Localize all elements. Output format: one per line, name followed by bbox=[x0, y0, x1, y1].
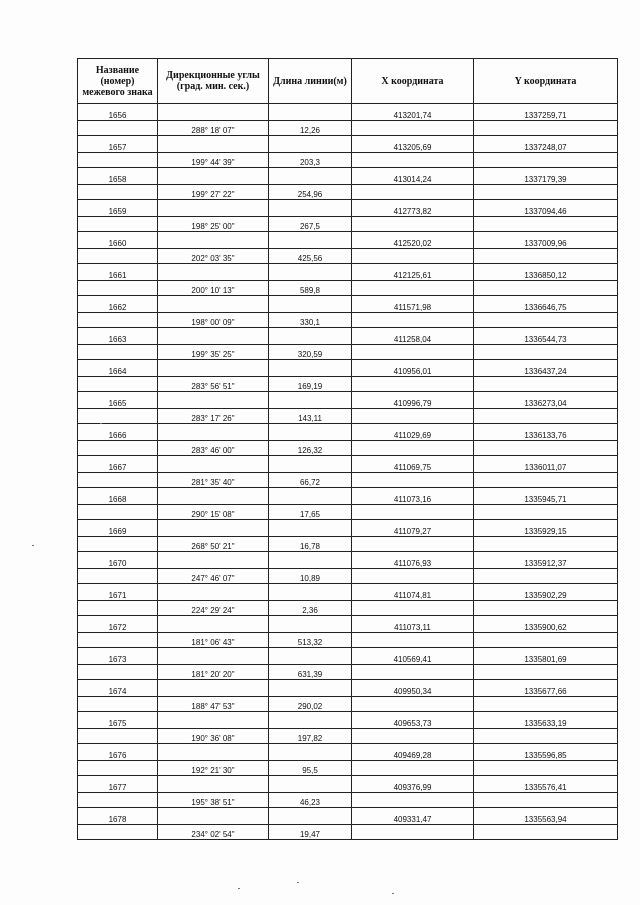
blank-y-cell bbox=[474, 825, 618, 840]
blank-length-cell bbox=[269, 520, 352, 537]
blank-y-cell bbox=[474, 217, 618, 232]
blank-x-cell bbox=[352, 441, 474, 456]
mark-row bbox=[78, 456, 618, 473]
segment-row bbox=[78, 601, 618, 616]
mark-row bbox=[78, 360, 618, 377]
mark-name-cell: 1672 bbox=[78, 616, 158, 633]
blank-x-cell bbox=[352, 345, 474, 360]
blank-y-cell bbox=[474, 569, 618, 584]
blank-x-cell bbox=[352, 217, 474, 232]
blank-x-cell bbox=[352, 313, 474, 328]
direction-angle-cell: 181° 06' 43" bbox=[158, 633, 269, 648]
mark-row bbox=[78, 616, 618, 633]
mark-row bbox=[78, 136, 618, 153]
mark-row bbox=[78, 584, 618, 601]
blank-name-cell bbox=[78, 665, 158, 680]
blank-length-cell bbox=[269, 328, 352, 345]
direction-angle-cell: 281° 35' 40" bbox=[158, 473, 269, 488]
blank-length-cell bbox=[269, 712, 352, 729]
blank-x-cell bbox=[352, 569, 474, 584]
blank-x-cell bbox=[352, 537, 474, 552]
line-length-cell: 631,39 bbox=[269, 665, 352, 680]
mark-row bbox=[78, 488, 618, 505]
blank-name-cell bbox=[78, 249, 158, 264]
mark-row bbox=[78, 296, 618, 313]
blank-y-cell bbox=[474, 313, 618, 328]
blank-y-cell bbox=[474, 665, 618, 680]
blank-name-cell bbox=[78, 153, 158, 168]
blank-x-cell bbox=[352, 793, 474, 808]
direction-angle-cell: 188° 47' 53" bbox=[158, 697, 269, 712]
x-coordinate-cell: 409376,99 bbox=[352, 776, 474, 793]
segment-row bbox=[78, 185, 618, 200]
blank-name-cell bbox=[78, 377, 158, 392]
mark-row bbox=[78, 104, 618, 121]
y-coordinate-cell: 1335596,85 bbox=[474, 744, 618, 761]
blank-x-cell bbox=[352, 697, 474, 712]
y-coordinate-cell: 1335633,19 bbox=[474, 712, 618, 729]
blank-y-cell bbox=[474, 729, 618, 744]
mark-name-cell: 1663 bbox=[78, 328, 158, 345]
blank-name-cell bbox=[78, 569, 158, 584]
mark-name-cell: 1676 bbox=[78, 744, 158, 761]
mark-row bbox=[78, 552, 618, 569]
segment-row bbox=[78, 473, 618, 488]
blank-angle-cell bbox=[158, 136, 269, 153]
segment-row bbox=[78, 761, 618, 776]
mark-row bbox=[78, 712, 618, 729]
blank-y-cell bbox=[474, 793, 618, 808]
x-coordinate-cell: 411079,27 bbox=[352, 520, 474, 537]
blank-angle-cell bbox=[158, 328, 269, 345]
blank-length-cell bbox=[269, 648, 352, 665]
line-length-cell: 143,11 bbox=[269, 409, 352, 424]
blank-length-cell bbox=[269, 104, 352, 121]
blank-x-cell bbox=[352, 409, 474, 424]
segment-row bbox=[78, 633, 618, 648]
mark-name-cell: 1666 bbox=[78, 424, 158, 441]
mark-name-cell: 1665 bbox=[78, 392, 158, 409]
blank-angle-cell bbox=[158, 744, 269, 761]
mark-row bbox=[78, 168, 618, 185]
blank-x-cell bbox=[352, 249, 474, 264]
line-length-cell: 290,02 bbox=[269, 697, 352, 712]
blank-x-cell bbox=[352, 121, 474, 136]
mark-name-cell: 1675 bbox=[78, 712, 158, 729]
blank-y-cell bbox=[474, 505, 618, 520]
y-coordinate-cell: 1335912,37 bbox=[474, 552, 618, 569]
y-coordinate-cell: 1335945,71 bbox=[474, 488, 618, 505]
blank-angle-cell bbox=[158, 680, 269, 697]
direction-angle-cell: 181° 20' 20" bbox=[158, 665, 269, 680]
blank-length-cell bbox=[269, 552, 352, 569]
line-length-cell: 513,32 bbox=[269, 633, 352, 648]
x-coordinate-cell: 413205,69 bbox=[352, 136, 474, 153]
blank-length-cell bbox=[269, 776, 352, 793]
y-coordinate-cell: 1337094,46 bbox=[474, 200, 618, 217]
blank-y-cell bbox=[474, 281, 618, 296]
direction-angle-cell: 200° 10' 13" bbox=[158, 281, 269, 296]
mark-name-cell: 1657 bbox=[78, 136, 158, 153]
y-coordinate-cell: 1336850,12 bbox=[474, 264, 618, 281]
blank-name-cell bbox=[78, 761, 158, 776]
mark-name-cell: 1658 bbox=[78, 168, 158, 185]
direction-angle-cell: 198° 25' 00" bbox=[158, 217, 269, 232]
blank-x-cell bbox=[352, 825, 474, 840]
x-coordinate-cell: 413014,24 bbox=[352, 168, 474, 185]
y-coordinate-cell: 1335576,41 bbox=[474, 776, 618, 793]
line-length-cell: 2,36 bbox=[269, 601, 352, 616]
blank-angle-cell bbox=[158, 232, 269, 249]
line-length-cell: 267,5 bbox=[269, 217, 352, 232]
y-coordinate-cell: 1335900,62 bbox=[474, 616, 618, 633]
direction-angle-cell: 199° 35' 25" bbox=[158, 345, 269, 360]
blank-angle-cell bbox=[158, 456, 269, 473]
x-coordinate-cell: 413201,74 bbox=[352, 104, 474, 121]
table-header bbox=[78, 59, 618, 104]
mark-name-cell: 1668 bbox=[78, 488, 158, 505]
line-length-cell: 330,1 bbox=[269, 313, 352, 328]
blank-angle-cell bbox=[158, 104, 269, 121]
x-coordinate-cell: 411074,81 bbox=[352, 584, 474, 601]
direction-angle-cell: 190° 36' 08" bbox=[158, 729, 269, 744]
line-length-cell: 126,32 bbox=[269, 441, 352, 456]
mark-name-cell: 1677 bbox=[78, 776, 158, 793]
direction-angle-cell: 199° 44' 39" bbox=[158, 153, 269, 168]
x-coordinate-cell: 409950,34 bbox=[352, 680, 474, 697]
mark-name-cell: 1659 bbox=[78, 200, 158, 217]
mark-row bbox=[78, 328, 618, 345]
direction-angle-cell: 247° 46' 07" bbox=[158, 569, 269, 584]
direction-angle-cell: 234° 02' 54" bbox=[158, 825, 269, 840]
segment-row bbox=[78, 697, 618, 712]
y-coordinate-cell: 1337179,39 bbox=[474, 168, 618, 185]
blank-x-cell bbox=[352, 185, 474, 200]
blank-name-cell bbox=[78, 473, 158, 488]
line-length-cell: 197,82 bbox=[269, 729, 352, 744]
header-x-coordinate: X координата bbox=[352, 59, 474, 104]
direction-angle-cell: 192° 21' 30" bbox=[158, 761, 269, 776]
blank-angle-cell bbox=[158, 520, 269, 537]
blank-y-cell bbox=[474, 153, 618, 168]
y-coordinate-cell: 1337259,71 bbox=[474, 104, 618, 121]
blank-length-cell bbox=[269, 136, 352, 153]
line-length-cell: 19,47 bbox=[269, 825, 352, 840]
blank-name-cell bbox=[78, 217, 158, 232]
line-length-cell: 16,78 bbox=[269, 537, 352, 552]
x-coordinate-cell: 411076,93 bbox=[352, 552, 474, 569]
mark-row bbox=[78, 424, 618, 441]
x-coordinate-cell: 412125,61 bbox=[352, 264, 474, 281]
mark-row bbox=[78, 232, 618, 249]
blank-y-cell bbox=[474, 441, 618, 456]
blank-angle-cell bbox=[158, 584, 269, 601]
line-length-cell: 320,59 bbox=[269, 345, 352, 360]
mark-row bbox=[78, 808, 618, 825]
direction-angle-cell: 290° 15' 08" bbox=[158, 505, 269, 520]
scan-speck bbox=[297, 882, 299, 883]
blank-angle-cell bbox=[158, 648, 269, 665]
blank-length-cell bbox=[269, 488, 352, 505]
blank-name-cell bbox=[78, 345, 158, 360]
blank-x-cell bbox=[352, 281, 474, 296]
y-coordinate-cell: 1335801,69 bbox=[474, 648, 618, 665]
blank-angle-cell bbox=[158, 200, 269, 217]
mark-name-cell: 1661 bbox=[78, 264, 158, 281]
blank-length-cell bbox=[269, 424, 352, 441]
mark-name-cell: 1673 bbox=[78, 648, 158, 665]
mark-name-cell: 1660 bbox=[78, 232, 158, 249]
direction-angle-cell: 268° 50' 21" bbox=[158, 537, 269, 552]
x-coordinate-cell: 410569,41 bbox=[352, 648, 474, 665]
blank-x-cell bbox=[352, 153, 474, 168]
blank-name-cell bbox=[78, 185, 158, 200]
x-coordinate-cell: 410956,01 bbox=[352, 360, 474, 377]
blank-y-cell bbox=[474, 345, 618, 360]
blank-name-cell bbox=[78, 409, 158, 424]
segment-row bbox=[78, 377, 618, 392]
mark-name-cell: 1662 bbox=[78, 296, 158, 313]
header-mark-name: Название (номер) межевого знака bbox=[78, 59, 158, 104]
segment-row bbox=[78, 665, 618, 680]
segment-row bbox=[78, 217, 618, 232]
mark-row bbox=[78, 520, 618, 537]
segment-row bbox=[78, 569, 618, 584]
mark-name-cell: 1670 bbox=[78, 552, 158, 569]
mark-row bbox=[78, 680, 618, 697]
y-coordinate-cell: 1337248,07 bbox=[474, 136, 618, 153]
y-coordinate-cell: 1337009,96 bbox=[474, 232, 618, 249]
line-length-cell: 589,8 bbox=[269, 281, 352, 296]
x-coordinate-cell: 411258,04 bbox=[352, 328, 474, 345]
mark-name-cell: 1664 bbox=[78, 360, 158, 377]
x-coordinate-cell: 411073,11 bbox=[352, 616, 474, 633]
direction-angle-cell: 199° 27' 22" bbox=[158, 185, 269, 200]
direction-angle-cell: 198° 00' 09" bbox=[158, 313, 269, 328]
blank-length-cell bbox=[269, 264, 352, 281]
blank-angle-cell bbox=[158, 296, 269, 313]
mark-row bbox=[78, 776, 618, 793]
blank-name-cell bbox=[78, 793, 158, 808]
blank-angle-cell bbox=[158, 808, 269, 825]
blank-length-cell bbox=[269, 232, 352, 249]
x-coordinate-cell: 411073,16 bbox=[352, 488, 474, 505]
blank-y-cell bbox=[474, 761, 618, 776]
blank-x-cell bbox=[352, 729, 474, 744]
x-coordinate-cell: 409331,47 bbox=[352, 808, 474, 825]
mark-row bbox=[78, 392, 618, 409]
table-body bbox=[78, 104, 618, 840]
blank-y-cell bbox=[474, 601, 618, 616]
blank-name-cell bbox=[78, 281, 158, 296]
boundary-marks-table bbox=[77, 58, 618, 840]
blank-length-cell bbox=[269, 168, 352, 185]
blank-x-cell bbox=[352, 633, 474, 648]
y-coordinate-cell: 1336133,76 bbox=[474, 424, 618, 441]
line-length-cell: 12,26 bbox=[269, 121, 352, 136]
y-coordinate-cell: 1335929,15 bbox=[474, 520, 618, 537]
blank-angle-cell bbox=[158, 616, 269, 633]
blank-name-cell bbox=[78, 633, 158, 648]
y-coordinate-cell: 1336437,24 bbox=[474, 360, 618, 377]
blank-name-cell bbox=[78, 697, 158, 712]
direction-angle-cell: 283° 46' 00" bbox=[158, 441, 269, 456]
segment-row bbox=[78, 281, 618, 296]
y-coordinate-cell: 1336646,75 bbox=[474, 296, 618, 313]
header-row bbox=[78, 59, 618, 104]
segment-row bbox=[78, 729, 618, 744]
x-coordinate-cell: 409469,28 bbox=[352, 744, 474, 761]
blank-x-cell bbox=[352, 377, 474, 392]
direction-angle-cell: 224° 29' 24" bbox=[158, 601, 269, 616]
segment-row bbox=[78, 825, 618, 840]
x-coordinate-cell: 410996,79 bbox=[352, 392, 474, 409]
mark-name-cell: 1656 bbox=[78, 104, 158, 121]
line-length-cell: 425,56 bbox=[269, 249, 352, 264]
mark-name-cell: 1674 bbox=[78, 680, 158, 697]
blank-y-cell bbox=[474, 633, 618, 648]
blank-y-cell bbox=[474, 537, 618, 552]
blank-name-cell bbox=[78, 441, 158, 456]
scan-speck bbox=[392, 893, 394, 894]
blank-angle-cell bbox=[158, 488, 269, 505]
mark-name-cell: 1671 bbox=[78, 584, 158, 601]
blank-y-cell bbox=[474, 409, 618, 424]
scan-speck bbox=[32, 545, 34, 546]
blank-length-cell bbox=[269, 200, 352, 217]
blank-name-cell bbox=[78, 729, 158, 744]
line-length-cell: 66,72 bbox=[269, 473, 352, 488]
line-length-cell: 46,23 bbox=[269, 793, 352, 808]
x-coordinate-cell: 409653,73 bbox=[352, 712, 474, 729]
y-coordinate-cell: 1335677,66 bbox=[474, 680, 618, 697]
x-coordinate-cell: 411029,69 bbox=[352, 424, 474, 441]
blank-length-cell bbox=[269, 584, 352, 601]
line-length-cell: 95,5 bbox=[269, 761, 352, 776]
blank-x-cell bbox=[352, 761, 474, 776]
x-coordinate-cell: 411069,75 bbox=[352, 456, 474, 473]
direction-angle-cell: 283° 17' 26" bbox=[158, 409, 269, 424]
blank-angle-cell bbox=[158, 552, 269, 569]
blank-angle-cell bbox=[158, 424, 269, 441]
scan-speck bbox=[100, 423, 102, 424]
x-coordinate-cell: 412773,82 bbox=[352, 200, 474, 217]
direction-angle-cell: 202° 03' 35" bbox=[158, 249, 269, 264]
blank-angle-cell bbox=[158, 392, 269, 409]
blank-length-cell bbox=[269, 456, 352, 473]
segment-row bbox=[78, 249, 618, 264]
mark-row bbox=[78, 264, 618, 281]
blank-angle-cell bbox=[158, 712, 269, 729]
blank-x-cell bbox=[352, 665, 474, 680]
header-y-coordinate: Y координата bbox=[474, 59, 618, 104]
mark-row bbox=[78, 200, 618, 217]
blank-length-cell bbox=[269, 296, 352, 313]
blank-x-cell bbox=[352, 473, 474, 488]
segment-row bbox=[78, 793, 618, 808]
line-length-cell: 169,19 bbox=[269, 377, 352, 392]
blank-length-cell bbox=[269, 744, 352, 761]
segment-row bbox=[78, 121, 618, 136]
line-length-cell: 254,96 bbox=[269, 185, 352, 200]
mark-row bbox=[78, 648, 618, 665]
blank-length-cell bbox=[269, 680, 352, 697]
segment-row bbox=[78, 537, 618, 552]
direction-angle-cell: 283° 56' 51" bbox=[158, 377, 269, 392]
header-direction-angle: Дирекционные углы (град. мин. сек.) bbox=[158, 59, 269, 104]
blank-angle-cell bbox=[158, 360, 269, 377]
blank-name-cell bbox=[78, 505, 158, 520]
direction-angle-cell: 195° 38' 51" bbox=[158, 793, 269, 808]
blank-x-cell bbox=[352, 505, 474, 520]
blank-name-cell bbox=[78, 601, 158, 616]
y-coordinate-cell: 1335563,94 bbox=[474, 808, 618, 825]
blank-angle-cell bbox=[158, 264, 269, 281]
line-length-cell: 17,65 bbox=[269, 505, 352, 520]
blank-angle-cell bbox=[158, 776, 269, 793]
y-coordinate-cell: 1336273,04 bbox=[474, 392, 618, 409]
blank-length-cell bbox=[269, 808, 352, 825]
mark-name-cell: 1669 bbox=[78, 520, 158, 537]
header-line-length: Длина линии(м) bbox=[269, 59, 352, 104]
blank-y-cell bbox=[474, 377, 618, 392]
segment-row bbox=[78, 441, 618, 456]
y-coordinate-cell: 1336011,07 bbox=[474, 456, 618, 473]
segment-row bbox=[78, 313, 618, 328]
blank-length-cell bbox=[269, 360, 352, 377]
mark-row bbox=[78, 744, 618, 761]
segment-row bbox=[78, 345, 618, 360]
y-coordinate-cell: 1335902,29 bbox=[474, 584, 618, 601]
blank-name-cell bbox=[78, 825, 158, 840]
mark-name-cell: 1667 bbox=[78, 456, 158, 473]
blank-y-cell bbox=[474, 473, 618, 488]
segment-row bbox=[78, 153, 618, 168]
line-length-cell: 10,89 bbox=[269, 569, 352, 584]
blank-name-cell bbox=[78, 313, 158, 328]
line-length-cell: 203,3 bbox=[269, 153, 352, 168]
segment-row bbox=[78, 505, 618, 520]
segment-row bbox=[78, 409, 618, 424]
blank-y-cell bbox=[474, 697, 618, 712]
scan-speck bbox=[238, 888, 240, 889]
blank-x-cell bbox=[352, 601, 474, 616]
mark-name-cell: 1678 bbox=[78, 808, 158, 825]
direction-angle-cell: 288° 18' 07" bbox=[158, 121, 269, 136]
x-coordinate-cell: 411571,98 bbox=[352, 296, 474, 313]
blank-name-cell bbox=[78, 121, 158, 136]
blank-length-cell bbox=[269, 616, 352, 633]
blank-length-cell bbox=[269, 392, 352, 409]
blank-y-cell bbox=[474, 185, 618, 200]
y-coordinate-cell: 1336544,73 bbox=[474, 328, 618, 345]
blank-y-cell bbox=[474, 249, 618, 264]
blank-y-cell bbox=[474, 121, 618, 136]
x-coordinate-cell: 412520,02 bbox=[352, 232, 474, 249]
blank-name-cell bbox=[78, 537, 158, 552]
blank-angle-cell bbox=[158, 168, 269, 185]
